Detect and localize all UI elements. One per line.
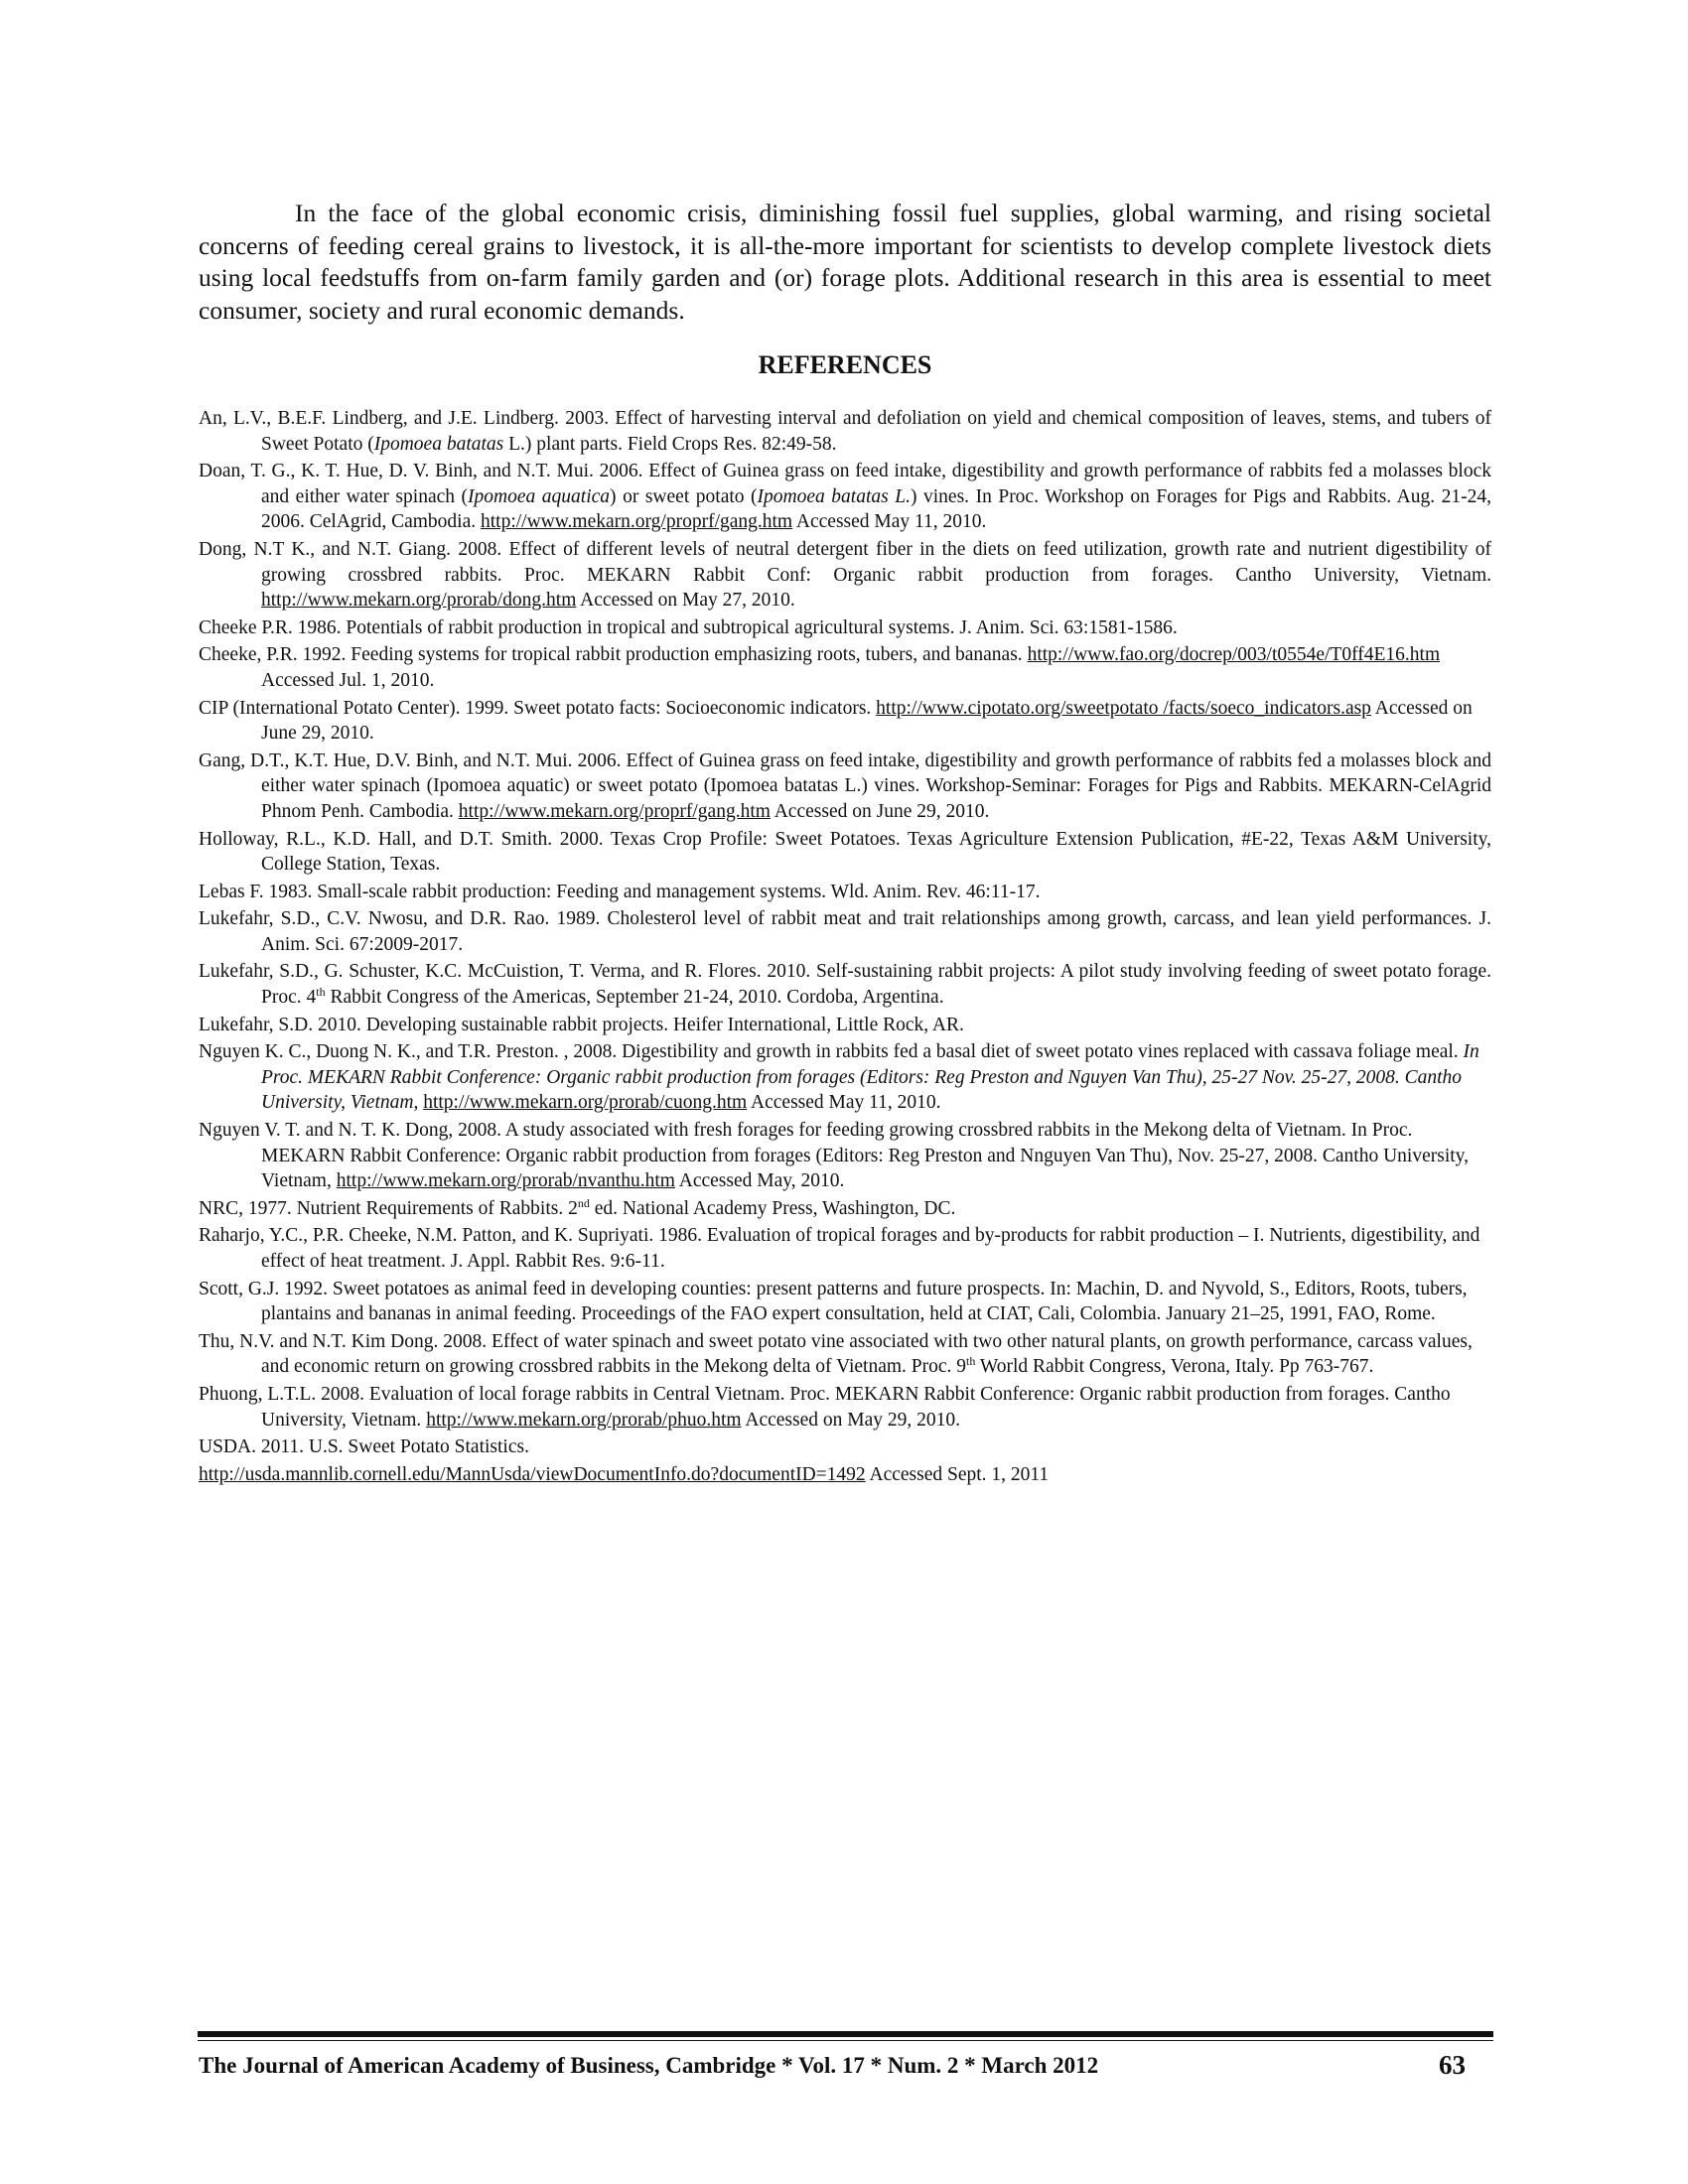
ordinal-superscript: nd [577,1195,590,1210]
page-number: 63 [1439,2050,1466,2080]
journal-citation: The Journal of American Academy of Business, Cambridge * Vol. 17 * Num. 2 * March 2012 [199,2053,1099,2078]
footer-rule-thin [198,2040,1493,2041]
reference-entry [199,406,1491,457]
reference-text: NRC, 1977. Nutrient Requirements of Rabbits. 2 [199,1197,578,1219]
reference-entry-url-line [199,1462,1491,1488]
reference-entry [199,459,1491,535]
reference-text: Accessed May 11, 2010. [747,1092,941,1114]
reference-link[interactable]: http://www.mekarn.org/proprf/gang.htm [480,511,793,533]
reference-text: Gang, D.T., K.T. Hue, D.V. Binh, and N.T. Mui. 2006. Effect of Guinea grass on feed intake, digestibility and growth performance of rabbits fed a molasses block and either water spinach (Ipomoea aquatic) or sweet potato (Ipomoea batatas L.) vines. Workshop-Seminar: Forages for Pigs and Rabbits. MEKARN-CelAgrid Phnom Penh. Cambodia. [199,750,1491,822]
reference-link[interactable]: http://www.mekarn.org/prorab/nvanthu.htm [336,1170,675,1192]
reference-text: Scott, G.J. 1992. Sweet potatoes as animal feed in developing counties: present patterns and future prospects. In: Machin, D. and Nyvold, S., Editors, Roots, tubers, plantains and bananas in animal feeding. Proceedings of the FAO expert consultation, held at CIAT, Cali, Colombia. January 21–25, 1991, FAO, Rome. [199,1278,1468,1325]
reference-text: Rabbit Congress of the Americas, September 21-24, 2010. Cordoba, Argentina. [325,987,944,1009]
reference-text: Phuong, L.T.L. 2008. Evaluation of local forage rabbits in Central Vietnam. Proc. MEKARN Rabbit Conference: Organic rabbit production from forages. Cantho University, Vietnam. [199,1383,1451,1431]
reference-text: USDA. 2011. U.S. Sweet Potato Statistics. [199,1436,529,1458]
reference-text: Dong, N.T K., and N.T. Giang. 2008. Effect of different levels of neutral detergent fiber in the diets on feed utilization, growth rate and nutrient digestibility of growing crossbred rabbits. Proc. MEKARN Rabbit Conf: Organic rabbit production from forages. Cantho University, Vietnam. [199,538,1491,586]
reference-text: Holloway, R.L., K.D. Hall, and D.T. Smith. 2000. Texas Crop Profile: Sweet Potatoes. Texas Agriculture Extension Publication, #E-22, Texas A&M University, College Station, Texas. [199,828,1491,876]
reference-entry [199,749,1491,825]
reference-link[interactable]: http://usda.mannlib.cornell.edu/MannUsda/viewDocumentInfo.do?documentID=1492 [199,1463,866,1485]
reference-text: CIP (International Potato Center). 1999. Sweet potato facts: Socioeconomic indicators. [199,697,877,719]
reference-entry [199,1118,1491,1194]
reference-entry [199,1434,1491,1460]
reference-entry [199,1223,1491,1274]
reference-text: Nguyen V. T. and N. T. K. Dong, 2008. A study associated with fresh forages for feeding growing crossbred rabbits in the Mekong delta of Vietnam. In Proc. MEKARN Rabbit Conference: Organic rabbit production from forages (Editors: Reg Preston and Nnguyen Van Thu), Nov. 25-27, 2008. Cantho University, Vietnam, [199,1120,1470,1192]
reference-entry [199,537,1491,614]
reference-text: Lukefahr, S.D. 2010. Developing sustainable rabbit projects. Heifer International, Little Rock, AR. [199,1014,964,1035]
reference-list [199,406,1491,1489]
reference-link[interactable]: http://www.mekarn.org/prorab/phuo.htm [426,1409,742,1431]
reference-italic: Ipomoea batatas L. [757,485,911,507]
reference-text: ) vines. In Proc. Workshop on Forages for Pigs and Rabbits. Aug. 21-24, 2006. CelAgrid, Cambodia. [261,485,1491,533]
reference-text: Accessed May, 2010. [674,1170,845,1192]
reference-text: Raharjo, Y.C., P.R. Cheeke, N.M. Patton, and K. Supriyati. 1986. Evaluation of tropical forages and by-products for rabbit production – I. Nutrients, digestibility, and effect of heat treatment. J. Appl. Rabbit Res. 9:6-11. [199,1225,1480,1272]
reference-text: Accessed on June 29, 2010. [261,697,1473,745]
reference-link[interactable]: http://www.cipotato.org/sweetpotato /facts/soeco_indicators.asp [876,697,1371,719]
reference-entry [199,1013,1491,1038]
reference-entry [199,827,1491,878]
footer-rule-thick [198,2031,1493,2037]
reference-entry [199,906,1491,957]
reference-text: Thu, N.V. and N.T. Kim Dong. 2008. Effect of water spinach and sweet potato vine associated with two other natural plants, on growth performance, carcass values, and economic return on growing crossbred rabbits in the Mekong delta of Vietnam. Proc. 9 [199,1330,1473,1378]
reference-text: Lebas F. 1983. Small-scale rabbit production: Feeding and management systems. Wld. Anim. Rev. 46:11-17. [199,881,1041,902]
reference-entry [199,1196,1491,1222]
reference-link[interactable]: http://www.mekarn.org/prorab/cuong.htm [423,1092,748,1114]
reference-text: L.) plant parts. Field Crops Res. 82:49-58. [503,433,837,455]
reference-text: Nguyen K. C., Duong N. K., and T.R. Preston. , 2008. Digestibility and growth in rabbits fed a basal diet of sweet potato vines replaced with cassava foliage meal. [199,1041,1464,1063]
reference-text: World Rabbit Congress, Verona, Italy. Pp 763-767. [975,1356,1374,1378]
ordinal-superscript: th [966,1354,976,1369]
closing-paragraph [199,198,1491,327]
reference-text: ed. National Academy Press, Washington, DC. [589,1197,956,1219]
reference-link[interactable]: http://www.mekarn.org/proprf/gang.htm [458,800,771,822]
reference-text: Accessed on May 27, 2010. [576,590,795,612]
reference-entry [199,1039,1491,1116]
reference-entry [199,696,1491,747]
reference-text: Cheeke P.R. 1986. Potentials of rabbit production in tropical and subtropical agricultural systems. J. Anim. Sci. 63:1581-1586. [199,616,1178,638]
reference-entry [199,642,1491,693]
reference-text: Lukefahr, S.D., G. Schuster, K.C. McCuistion, T. Verma, and R. Flores. 2010. Self-sustaining rabbit projects: A pilot study involving feeding of sweet potato forage. Proc. 4 [199,961,1491,1009]
reference-italic: Ipomoea batatas [373,433,504,455]
reference-text: Doan, T. G., K. T. Hue, D. V. Binh, and N.T. Mui. 2006. Effect of Guinea grass on feed intake, digestibility and growth performance of rabbits fed a molasses block and either water spinach ( [199,461,1491,507]
reference-entry [199,959,1491,1010]
paragraph-text: In the face of the global economic crisis, diminishing fossil fuel supplies, global warming, and rising societal concerns of feeding cereal grains to livestock, it is all-the-more important for scientists to develop complete livestock diets using local feedstuffs from on-farm family garden and (or) forage plots. Additional research in this area is essential to meet consumer, society and rural economic demands. [199,199,1491,325]
reference-text: ) or sweet potato ( [610,485,758,507]
reference-entry [199,1382,1491,1433]
reference-italic: In Proc. MEKARN Rabbit Conference: Organic rabbit production from forages (Editors: Reg Preston and Nguyen Van Thu), 25-27 Nov. 25-27, 2008. Cantho University, Vietnam, [261,1041,1479,1114]
reference-text: Accessed Sept. 1, 2011 [865,1463,1050,1485]
reference-entry [199,615,1491,641]
reference-text: Accessed Jul. 1, 2010. [261,669,435,691]
reference-entry [199,1277,1491,1327]
reference-link[interactable]: http://www.mekarn.org/prorab/dong.htm [261,590,577,612]
reference-text: Accessed May 11, 2010. [792,511,987,533]
reference-link[interactable]: http://www.fao.org/docrep/003/t0554e/T0ff4E16.htm [1027,644,1441,666]
reference-entry [199,1329,1491,1380]
reference-text: An, L.V., B.E.F. Lindberg, and J.E. Lindberg. 2003. Effect of harvesting interval and defoliation on yield and chemical composition of leaves, stems, and tubers of Sweet Potato ( [199,408,1491,455]
reference-text: Accessed on June 29, 2010. [770,800,990,822]
page-footer [199,2050,1489,2093]
reference-text: Cheeke, P.R. 1992. Feeding systems for tropical rabbit production emphasizing roots, tubers, and bananas. [199,644,1028,666]
reference-text: Accessed on May 29, 2010. [741,1409,960,1431]
reference-entry [199,880,1491,905]
reference-italic: Ipomoea aquatica [468,485,611,507]
ordinal-superscript: th [316,985,326,1000]
reference-text: Lukefahr, S.D., C.V. Nwosu, and D.R. Rao. 1989. Cholesterol level of rabbit meat and trait relationships among growth, carcass, and lean yield performances. J. Anim. Sci. 67:2009-2017. [199,908,1491,955]
references-heading: REFERENCES [758,350,932,379]
